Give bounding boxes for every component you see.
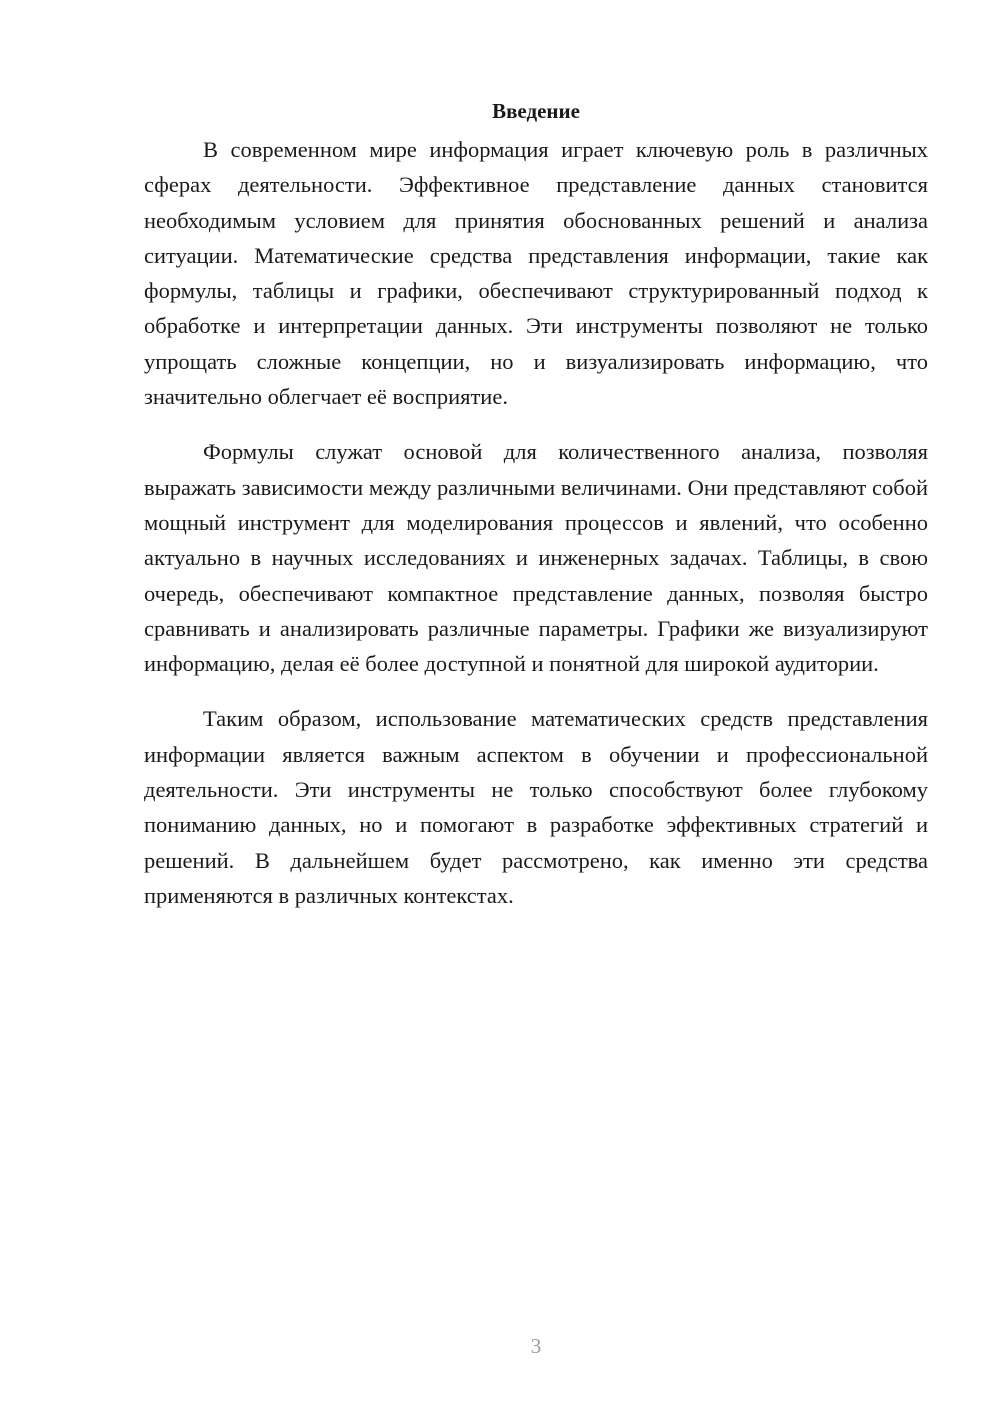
page-content	[144, 96, 928, 933]
paragraph-1: В современном мире информация играет ключевую роль в различных сферах деятельности. Эффективное представление данных становится необходимым условием для принятия обоснованных решений и анализа ситуации. Математические средства представления информации, такие как формулы, таблицы и графики, обеспечивают структурированный подход к обработке и интерпретации данных. Эти инструменты позволяют не только упрощать сложные концепции, но и визуализировать информацию, что значительно облегчает её восприятие.	[144, 137, 928, 410]
section-heading: Введение	[492, 99, 580, 123]
page-number: 3	[530, 1334, 542, 1358]
paragraph-2: Формулы служат основой для количественного анализа, позволяя выражать зависимости между различными величинами. Они представляют собой мощный инструмент для моделирования процессов и явлений, что особенно актуально в научных исследованиях и инженерных задачах. Таблицы, в свою очередь, обеспечивают компактное представление данных, позволяя быстро сравнивать и анализировать различные параметры. Графики же визуализируют информацию, делая её более доступной и понятной для широкой аудитории.	[144, 439, 928, 677]
paragraph-3: Таким образом, использование математических средств представления информации является важным аспектом в обучении и профессиональной деятельности. Эти инструменты не только способствуют более глубокому пониманию данных, но и помогают в разработке эффективных стратегий и решений. В дальнейшем будет рассмотрено, как именно эти средства применяются в различных контекстах.	[144, 706, 928, 908]
